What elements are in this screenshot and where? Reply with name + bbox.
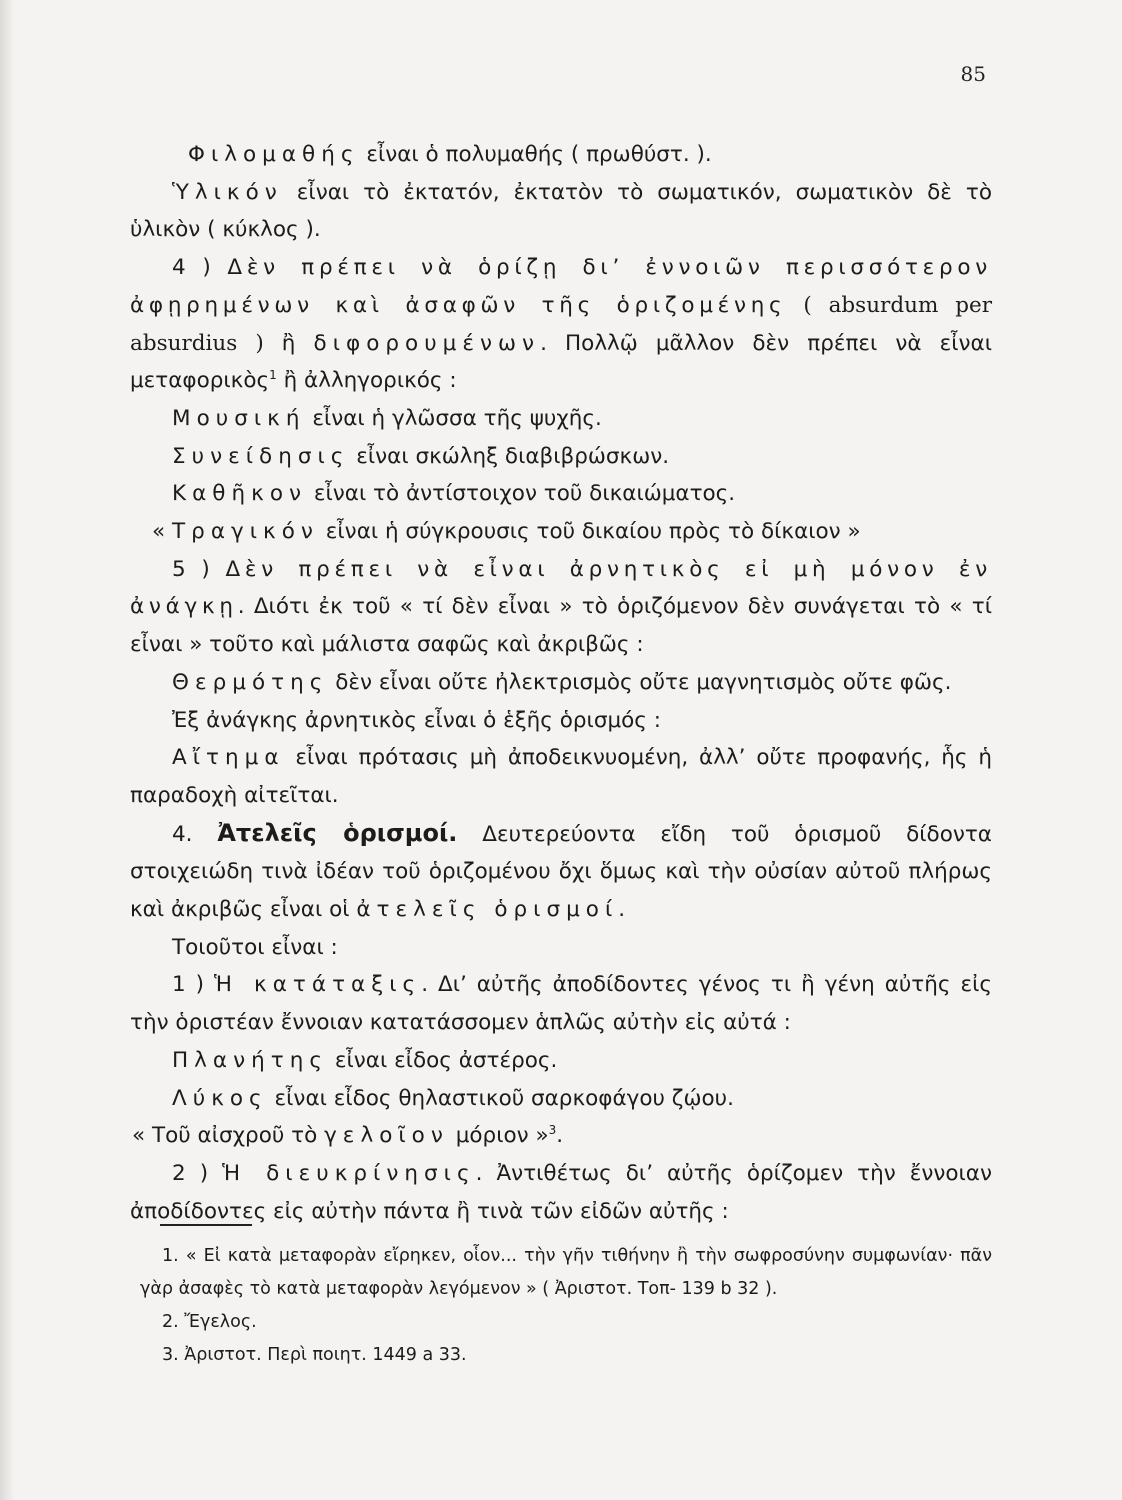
footnote-2: 2. Ἔγελος. <box>162 1312 257 1332</box>
page-edge-shadow <box>0 0 14 1500</box>
rule-statement: Δὲν πρέπει νὰ εἶναι ἀρνητικὸς εἰ μὴ μόνον ἐν ἀνάγκῃ <box>130 556 992 620</box>
defined-term: Λύκος <box>172 1085 268 1111</box>
such-are-line: Τοιοῦτοι εἶναι : <box>172 934 338 960</box>
method-2-paragraph <box>130 1155 992 1230</box>
defined-term: Πλανήτης <box>172 1047 329 1073</box>
example-line-syneidesis <box>130 438 992 476</box>
quote-open: « <box>152 519 172 545</box>
definition-text: εἶναι πρότασις μὴ ἀποδεικνυομένη, ἀλλ’ οὔτε προφανής, ἧς ἡ παραδοχὴ αἰτεῖται. <box>130 745 992 808</box>
definition-text: εἶναι τὸ ἐκτατόν, ἐκτατὸν τὸ σωματικόν, σωματικὸν δὲ τὸ ὑλικὸν ( κύκλος ). <box>130 179 992 243</box>
quote-text-end: μόριον » <box>448 1123 549 1149</box>
section-text-end: . <box>618 897 626 923</box>
footnote-ref-1[interactable]: 1 <box>269 368 277 383</box>
example-line-geloion <box>130 1117 992 1155</box>
body-text <box>130 136 992 1230</box>
defined-term: Ὑλικόν <box>172 179 283 205</box>
rule-4-paragraph <box>130 249 992 400</box>
example-line-kathekon <box>130 475 992 513</box>
latin-phrase: ( absurdum per absurdius ) <box>130 292 992 356</box>
example-line-tragikon <box>130 513 992 551</box>
quote-text: « Τοῦ αἰσχροῦ τὸ <box>132 1123 325 1149</box>
section-4-paragraph <box>130 815 992 929</box>
method-number: 1 ) <box>172 972 215 998</box>
rule-statement-cont: διφορουμένων <box>313 330 541 356</box>
rule-statement: Δὲν πρέπει νὰ ὁρίζῃ δι’ ἐννοιῶν περισσότερον ἀφῃρημένων καὶ ἀσαφῶν τῆς ὁριζομένης <box>130 255 992 318</box>
defined-term: Τραγικόν <box>172 519 319 545</box>
rule-5-paragraph <box>130 551 992 664</box>
footnotes <box>140 1240 992 1372</box>
rule-text: . Διότι ἐκ τοῦ « τί δὲν εἶναι » τὸ ὁριζόμενον δὲν συνάγεται τὸ « τί εἶναι » τοῦτο καὶ μάλιστα σαφῶς καὶ ἀκριβῶς : <box>130 594 992 658</box>
defined-term: Μουσική <box>172 405 306 431</box>
rule-text: . Πολλῷ μᾶλλον δὲν πρέπει νὰ εἶναι μεταφορικὸς <box>130 330 993 394</box>
definition-text: δὲν εἶναι οὔτε ἠλεκτρισμὸς οὔτε μαγνητισμὸς οὔτε φῶς. <box>328 669 952 695</box>
rule-text-end: ἢ ἀλληγορικός : <box>276 368 457 394</box>
method-name: Ἡ διευκρίνησις <box>222 1160 476 1186</box>
definition-text: εἶναι σκώληξ διαβιβρώσκων. <box>349 443 670 469</box>
footnote-3: 3. Ἀριστοτ. Περὶ ποιητ. 1449 a 33. <box>162 1345 467 1365</box>
example-line-philomathes <box>130 136 992 174</box>
rule-number: 5 ) <box>172 556 226 582</box>
defined-term: Συνείδησις <box>172 443 350 469</box>
definition-text: εἶναι τὸ ἀντίστοιχον τοῦ δικαιώματος. <box>307 481 736 507</box>
footnote-1: 1. « Εἰ κατὰ μεταφορὰν εἴρηκεν, οἷον... τὴν γῆν τιθήνην ἢ τὴν σωφροσύνην συμφωνίαν· πᾶν γὰρ ἀσαφὲς τὸ κατὰ μεταφορὰν λεγόμενον » ( Ἀριστοτ. Τοπ- 139 b 32 ). <box>140 1246 992 1299</box>
section-term: ἀτελεῖς ὁρισμοί <box>356 897 619 923</box>
defined-term: Θερμότης <box>172 669 329 695</box>
footnote-divider <box>160 1224 252 1226</box>
definition-text: εἶναι εἶδος ἀστέρος. <box>328 1047 558 1073</box>
example-line-aitema <box>130 739 992 814</box>
section-number: 4. <box>172 821 218 847</box>
section-heading: Ἀτελεῖς ὁρισμοί. <box>217 818 458 847</box>
example-line-lykos <box>130 1080 992 1118</box>
defined-term: Αἴτημα <box>172 745 285 771</box>
definition-text: εἶναι ὁ πολυμαθής ( πρωθύστ. ). <box>359 142 712 167</box>
definition-text: εἶναι ἡ σύγκρουσις τοῦ δικαίου πρὸς τὸ δίκαιον » <box>318 519 861 545</box>
example-line-mousike <box>130 400 992 438</box>
defined-term: Καθῆκον <box>172 481 308 507</box>
negative-definition-intro: Ἐξ ἀνάγκης ἀρνητικὸς εἶναι ὁ ἑξῆς ὁρισμός : <box>172 707 661 733</box>
page-number: 85 <box>960 62 986 86</box>
quote-period: . <box>556 1123 564 1149</box>
method-text: . Δι’ αὐτῆς ἀποδίδοντες γένος τι ἢ γένη αὐτῆς εἰς τὴν ὁριστέαν ἔννοιαν κατατάσσομεν ἁπλῶς αὐτὴν εἰς αὐτά : <box>130 972 992 1036</box>
quote-term: γελοῖον <box>324 1123 449 1149</box>
footnote-ref-3[interactable]: 3 <box>548 1123 557 1138</box>
method-number: 2 ) <box>172 1160 223 1186</box>
example-line-thermotes <box>130 664 992 702</box>
defined-term: Φιλομαθής <box>188 142 360 167</box>
example-line-planetes <box>130 1042 992 1080</box>
method-text: . Ἀντιθέτως δι’ αὐτῆς ὁρίζομεν τὴν ἔννοιαν ἀποδίδοντες εἰς αὐτὴν πάντα ἢ τινὰ τῶν εἰδῶν αὐτῆς : <box>130 1160 992 1224</box>
section-text: Δευτερεύοντα εἴδη τοῦ ὁρισμοῦ δίδοντα στοιχειώδη τινὰ ἰδέαν τοῦ ὁριζομένου ὄχι ὅμως καὶ τὴν οὐσίαν αὐτοῦ πλήρως καὶ ἀκριβῶς εἶναι οἱ <box>130 821 992 923</box>
example-line-hylikon <box>130 174 992 249</box>
definition-text: εἶναι ἡ γλῶσσα τῆς ψυχῆς. <box>305 405 602 431</box>
definition-text: εἶναι εἶδος θηλαστικοῦ σαρκοφάγου ζῴου. <box>267 1085 734 1111</box>
rule-number: 4 ) <box>172 255 228 281</box>
conjunction: ἢ <box>263 330 314 356</box>
method-name: Ἡ κατάταξις <box>214 972 422 998</box>
method-1-paragraph <box>130 966 992 1041</box>
